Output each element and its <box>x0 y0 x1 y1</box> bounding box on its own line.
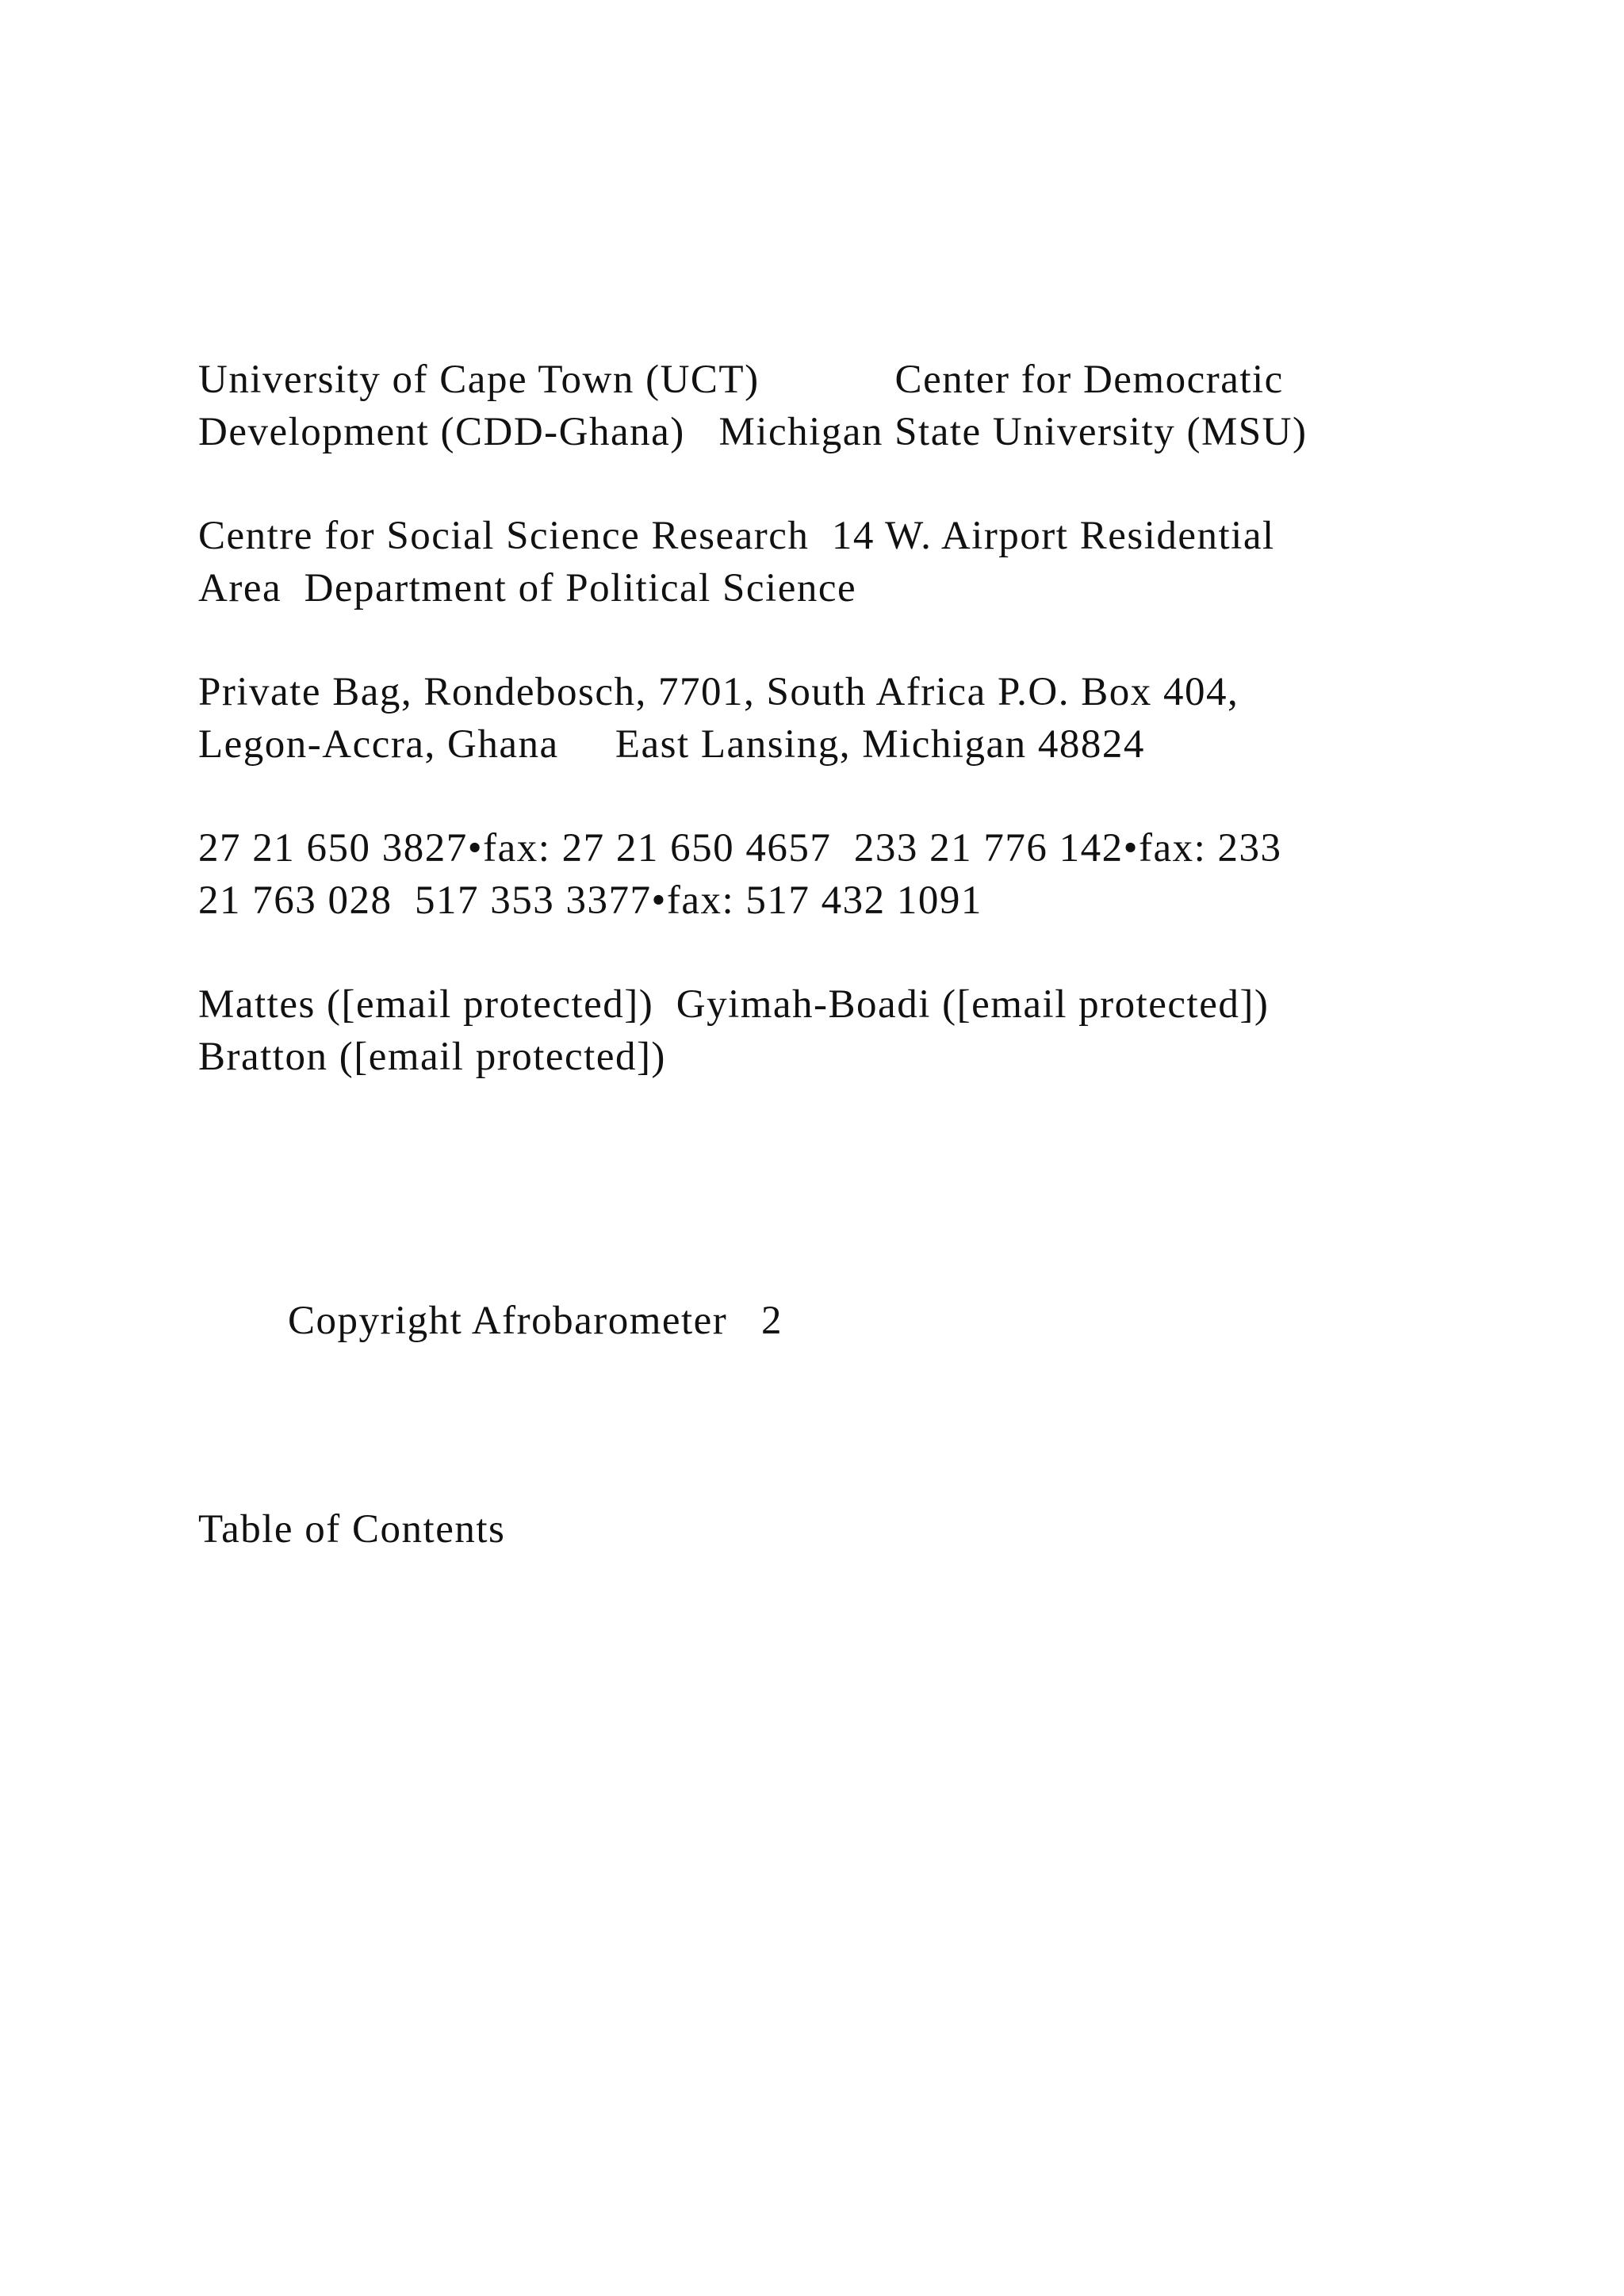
addresses-line-1: Private Bag, Rondebosch, 7701, South Africa P.O. Box 404, <box>198 670 1239 714</box>
contacts-line-1: Mattes ([email protected]) Gyimah-Boadi ([email protected]) <box>198 982 1270 1027</box>
table-of-contents-heading: Table of Contents <box>198 1507 506 1552</box>
contacts-line-2: Bratton ([email protected]) <box>198 1035 666 1079</box>
departments-line-1: Centre for Social Science Research 14 W. Airport Residential <box>198 514 1275 558</box>
departments-line-2: Area Department of Political Science <box>198 566 857 610</box>
copyright-footer: Copyright Afrobarometer 2 <box>288 1299 783 1343</box>
institutions-line-2: Development (CDD-Ghana) Michigan State University (MSU) <box>198 410 1308 454</box>
institutions-line-1: University of Cape Town (UCT) Center for Democratic <box>198 358 1284 402</box>
phone-fax-line-2: 21 763 028 517 353 3377•fax: 517 432 1091 <box>198 878 982 923</box>
addresses-line-2: Legon-Accra, Ghana East Lansing, Michigan 48824 <box>198 722 1145 767</box>
phone-fax-line-1: 27 21 650 3827•fax: 27 21 650 4657 233 21 776 142•fax: 233 <box>198 826 1282 871</box>
